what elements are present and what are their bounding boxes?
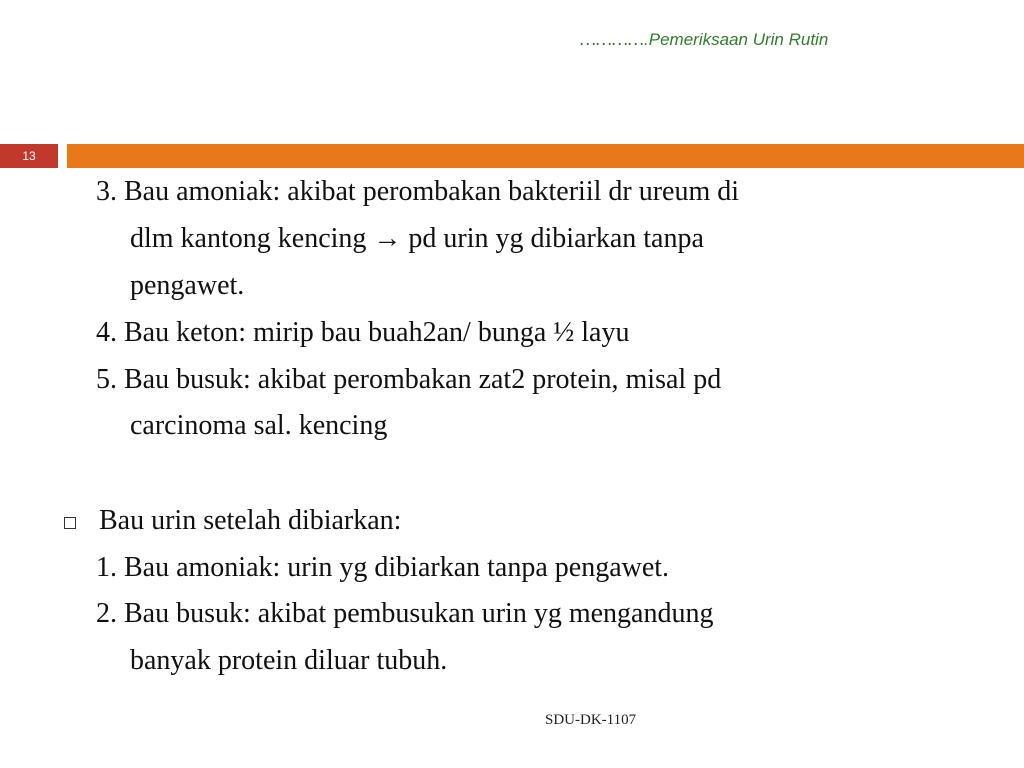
list-item-continuation: dlm kantong kencing → pd urin yg dibiarkan tanpa xyxy=(130,223,704,254)
list-item-continuation: pengawet. xyxy=(130,270,245,301)
header-dots: ………… xyxy=(580,29,645,49)
list-item: 4. Bau keton: mirip bau buah2an/ bunga ½ layu xyxy=(96,317,630,348)
header-title-text: .Pemeriksaan Urin Rutin xyxy=(644,30,829,49)
list-item: 1. Bau amoniak: urin yg dibiarkan tanpa pengawet. xyxy=(96,552,670,583)
list-item-continuation: banyak protein diluar tubuh. xyxy=(130,645,448,676)
list-item: 3. Bau amoniak: akibat perombakan bakteriil dr ureum di xyxy=(96,176,740,207)
square-bullet-icon xyxy=(64,517,76,529)
slide-number: 13 xyxy=(0,144,58,168)
list-item: 2. Bau busuk: akibat pembusukan urin yg mengandung xyxy=(96,598,714,629)
list-item-continuation: carcinoma sal. kencing xyxy=(130,410,388,441)
footer-code: SDU-DK-1107 xyxy=(545,712,637,728)
bullet-heading: Bau urin setelah dibiarkan: xyxy=(99,505,402,536)
list-item: 5. Bau busuk: akibat perombakan zat2 protein, misal pd xyxy=(96,364,722,395)
